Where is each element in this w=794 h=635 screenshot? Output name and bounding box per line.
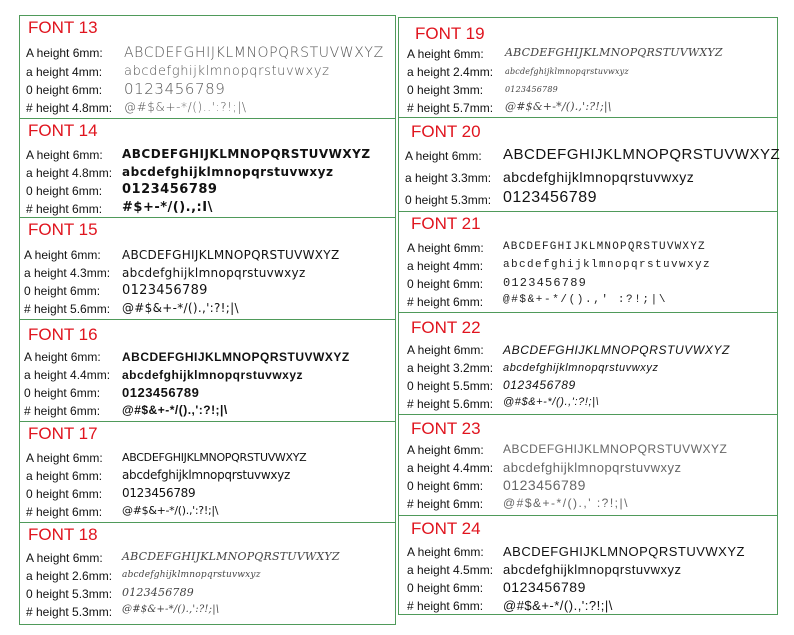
font-24-sample-symbols: @#$&+-*/().,':?!;|\ [503,598,613,613]
font-14-sample-uppercase: ABCDEFGHIJKLMNOPQRSTUVWXYZ [122,147,371,161]
font-20-label-digits: 0 height 5.3mm: [405,193,492,207]
font-21-sample-lowercase: abcdefghijklmnopqrstuvwxyz [503,259,712,271]
font-16-sample-digits: 0123456789 [122,385,200,400]
font-15-title: FONT 15 [28,220,98,239]
font-23-label-digits: 0 height 6mm: [407,479,484,493]
font-18-label-uppercase: A height 6mm: [26,551,103,565]
font-14-label-uppercase: A height 6mm: [26,148,103,162]
font-23-sample-lowercase: abcdefghijklmnopqrstuvwxyz [503,460,682,475]
font-15-sample-symbols: @#$&+-*/().,':?!;|\ [122,301,239,315]
font-21-label-symbols: # height 6mm: [407,295,484,309]
font-21-sample-digits: 0123456789 [503,276,588,290]
font-23-panel [398,414,778,516]
font-21-label-lowercase: a height 4mm: [407,259,484,273]
font-19-label-symbols: # height 5.7mm: [407,101,494,115]
font-16-label-uppercase: A height 6mm: [24,350,101,364]
font-23-label-uppercase: A height 6mm: [407,443,484,457]
font-13-label-symbols: # height 4.8mm: [26,101,113,115]
font-24-label-uppercase: A height 6mm: [407,545,484,559]
font-16-sample-symbols: @#$&+-*/().,':?!;|\ [122,403,228,417]
font-20-sample-digits: 0123456789 [503,189,597,206]
font-19-label-lowercase: a height 2.4mm: [407,65,494,79]
font-24-label-digits: 0 height 6mm: [407,581,484,595]
font-20-sample-lowercase: abcdefghijklmnopqrstuvwxyz [503,169,695,185]
font-15-label-uppercase: A height 6mm: [24,248,101,262]
font-22-label-lowercase: a height 3.2mm: [407,361,494,375]
font-24-title: FONT 24 [411,519,481,538]
font-17-sample-uppercase: ABCDEFGHIJKLMNOPQRSTUVWXYZ [122,451,307,464]
font-21-sample-uppercase: ABCDEFGHIJKLMNOPQRSTUVWXYZ [503,241,706,253]
font-20-label-uppercase: A height 6mm: [405,149,482,163]
font-13-sample-uppercase: ABCDEFGHIJKLMNOPQRSTUVWXYZ [124,45,384,61]
font-14-sample-symbols: #$+-*/().,:I\ [122,200,213,215]
font-17-label-symbols: # height 6mm: [26,505,103,519]
font-19-sample-symbols: @#$&+-*/().,':?!;|\ [505,100,612,113]
font-18-sample-lowercase: abcdefghijklmnopqrstuvwxyz [122,570,261,580]
font-17-label-lowercase: a height 6mm: [26,469,103,483]
font-20-title: FONT 20 [411,122,481,141]
font-14-panel [19,118,396,218]
font-24-sample-lowercase: abcdefghijklmnopqrstuvwxyz [503,562,682,577]
font-24-panel [398,515,778,615]
font-15-label-symbols: # height 5.6mm: [24,302,111,316]
font-20-panel [398,117,781,212]
font-17-title: FONT 17 [28,424,98,443]
font-14-label-digits: 0 height 6mm: [26,184,103,198]
font-17-sample-symbols: @#$&+-*/().,':?!;|\ [122,504,219,517]
font-15-sample-uppercase: ABCDEFGHIJKLMNOPQRSTUVWXYZ [122,248,340,262]
font-18-label-digits: 0 height 5.3mm: [26,587,113,601]
font-17-panel [19,421,396,523]
font-18-sample-symbols: @#$&+-*/().,':?!;|\ [122,604,220,615]
font-16-sample-lowercase: abcdefghijklmnopqrstuvwxyz [122,368,304,382]
font-13-label-uppercase: A height 6mm: [26,46,103,60]
font-17-sample-digits: 0123456789 [122,486,196,500]
font-24-sample-digits: 0123456789 [503,579,586,595]
font-17-sample-lowercase: abcdefghijklmnopqrstuvwxyz [122,468,290,482]
font-16-label-lowercase: a height 4.4mm: [24,368,111,382]
font-23-sample-uppercase: ABCDEFGHIJKLMNOPQRSTUVWXYZ [503,442,728,456]
font-18-sample-digits: 0123456789 [122,586,194,599]
font-24-label-lowercase: a height 4.5mm: [407,563,494,577]
font-17-label-uppercase: A height 6mm: [26,451,103,465]
font-19-sample-digits: 0123456789 [505,85,558,94]
font-24-sample-uppercase: ABCDEFGHIJKLMNOPQRSTUVWXYZ [503,544,745,559]
font-15-label-digits: 0 height 6mm: [24,284,101,298]
font-14-sample-lowercase: abcdefghijklmnopqrstuvwxyz [122,165,334,179]
font-19-sample-uppercase: ABCDEFGHIJKLMNOPQRSTUVWXYZ [505,46,723,59]
font-15-sample-lowercase: abcdefghijklmnopqrstuvwxyz [122,266,306,280]
font-16-label-symbols: # height 6mm: [24,404,101,418]
font-15-label-lowercase: a height 4.3mm: [24,266,111,280]
font-21-label-uppercase: A height 6mm: [407,241,484,255]
font-18-sample-uppercase: ABCDEFGHIJKLMNOPQRSTUVWXYZ [122,550,340,563]
font-20-sample-uppercase: ABCDEFGHIJKLMNOPQRSTUVWXYZ [503,146,781,163]
font-19-panel [398,17,778,118]
font-21-title: FONT 21 [411,214,481,233]
font-18-label-symbols: # height 5.3mm: [26,605,113,619]
font-13-label-lowercase: a height 4mm: [26,65,103,79]
font-23-title: FONT 23 [411,419,481,438]
font-19-title: FONT 19 [415,24,485,43]
font-22-panel [398,312,778,415]
font-15-panel [19,217,396,320]
font-16-title: FONT 16 [28,325,98,344]
font-18-label-lowercase: a height 2.6mm: [26,569,113,583]
font-13-sample-digits: 0123456789 [124,80,226,98]
font-21-sample-symbols: @#$&+-*/().,' :?!;|\ [503,294,668,306]
font-22-label-symbols: # height 5.6mm: [407,397,494,411]
font-22-sample-uppercase: ABCDEFGHIJKLMNOPQRSTUVWXYZ [503,343,730,357]
font-13-panel [19,15,396,119]
font-24-label-symbols: # height 6mm: [407,599,484,613]
font-14-sample-digits: 0123456789 [122,182,218,197]
font-13-sample-symbols: @#$&+-*/()..':?!;|\ [124,100,247,114]
font-23-label-symbols: # height 6mm: [407,497,484,511]
font-15-sample-digits: 0123456789 [122,283,208,298]
font-16-label-digits: 0 height 6mm: [24,386,101,400]
font-14-label-symbols: # height 6mm: [26,202,103,216]
font-21-panel [398,211,778,313]
font-23-sample-digits: 0123456789 [503,477,586,493]
font-23-sample-symbols: @#$&+-*/().,' :?!;|\ [503,496,629,510]
font-21-label-digits: 0 height 6mm: [407,277,484,291]
font-14-label-lowercase: a height 4.8mm: [26,166,113,180]
font-22-label-digits: 0 height 5.5mm: [407,379,494,393]
font-16-sample-uppercase: ABCDEFGHIJKLMNOPQRSTUVWXYZ [122,350,350,364]
font-19-sample-lowercase: abcdefghijklmnopqrstuvwxyz [505,67,629,76]
font-22-label-uppercase: A height 6mm: [407,343,484,357]
font-20-label-lowercase: a height 3.3mm: [405,171,492,185]
font-19-label-digits: 0 height 3mm: [407,83,484,97]
font-18-title: FONT 18 [28,525,98,544]
font-23-label-lowercase: a height 4.4mm: [407,461,494,475]
font-22-sample-symbols: @#$&+-*/().,':?!;|\ [503,396,600,408]
font-22-title: FONT 22 [411,318,481,337]
font-22-sample-lowercase: abcdefghijklmnopqrstuvwxyz [503,362,659,374]
font-14-title: FONT 14 [28,121,98,140]
font-18-panel [19,522,396,625]
font-19-label-uppercase: A height 6mm: [407,47,484,61]
font-13-label-digits: 0 height 6mm: [26,83,103,97]
font-13-title: FONT 13 [28,18,98,37]
font-16-panel [19,319,396,422]
font-22-sample-digits: 0123456789 [503,378,576,392]
font-17-label-digits: 0 height 6mm: [26,487,103,501]
font-13-sample-lowercase: abcdefghijklmnopqrstuvwxyz [124,64,330,79]
